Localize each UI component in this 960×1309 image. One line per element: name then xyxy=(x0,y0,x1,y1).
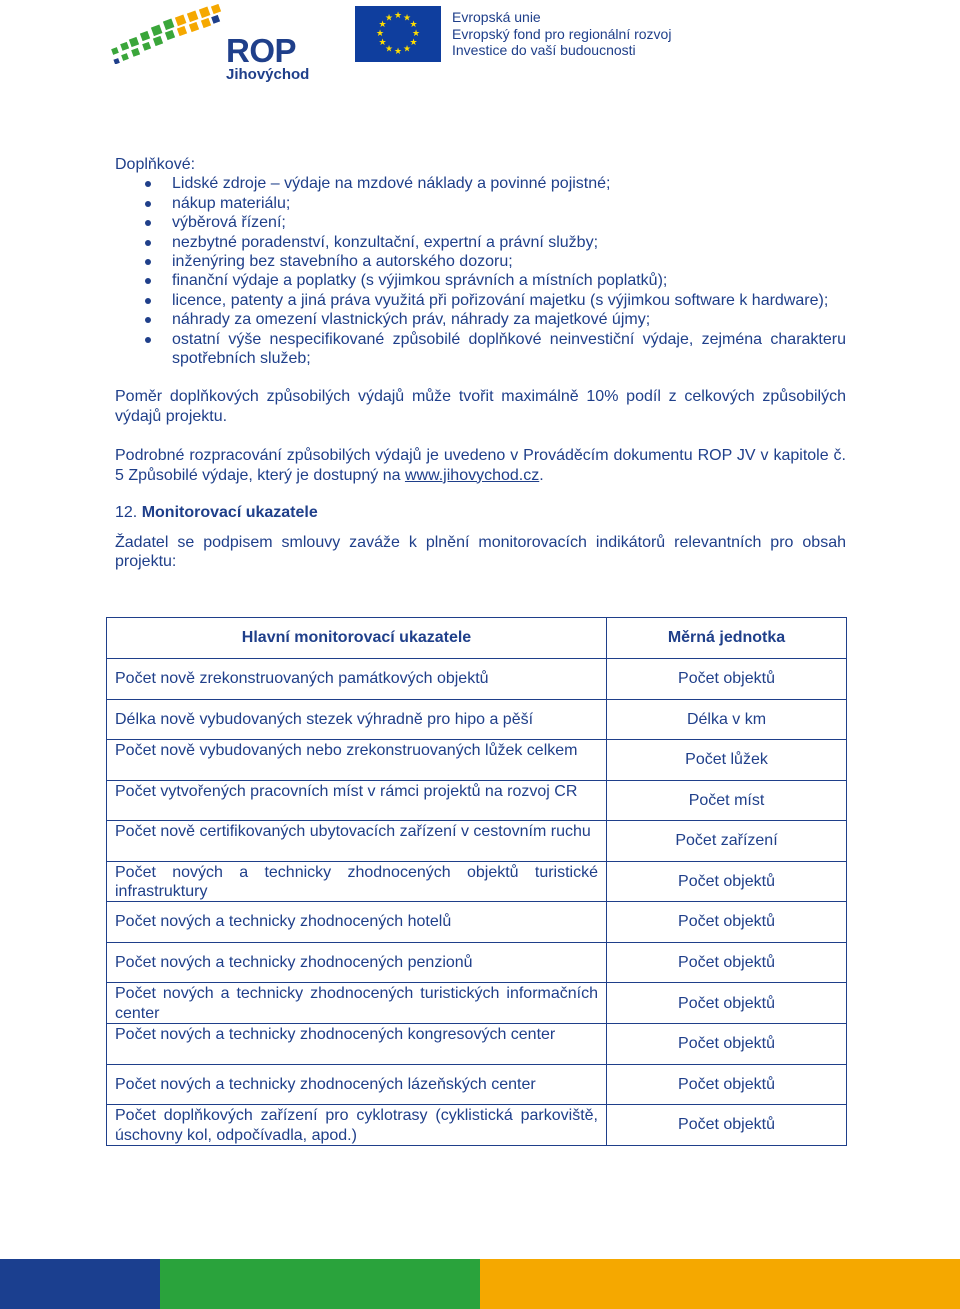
indicator-name: Počet nově vybudovaných nebo zrekonstruovaných lůžek celkem xyxy=(107,740,607,781)
footer-bar-blue xyxy=(0,1259,160,1309)
table-row xyxy=(107,821,847,862)
table-row xyxy=(107,740,847,781)
svg-text:★: ★ xyxy=(378,20,387,30)
svg-text:★: ★ xyxy=(384,13,394,24)
indicator-unit: Počet objektů xyxy=(607,861,847,902)
rop-swoosh-icon xyxy=(108,4,228,64)
footer-color-bar xyxy=(0,1259,960,1309)
indicator-name: Počet nových a technicky zhodnocených kongresových center xyxy=(107,1024,607,1065)
indicator-unit: Počet objektů xyxy=(607,1105,847,1146)
eu-flag-icon xyxy=(355,6,441,62)
list-item: Lidské zdroje – výdaje na mzdové náklady a povinné pojistné; xyxy=(115,174,846,193)
table-row xyxy=(107,902,847,943)
indicator-name: Počet vytvořených pracovních míst v rámci projektů na rozvoj CR xyxy=(107,780,607,821)
rop-subtitle: Jihovýchod xyxy=(226,66,310,83)
svg-text:★: ★ xyxy=(378,38,387,48)
rop-title: ROP xyxy=(226,32,297,69)
list-item: náhrady za omezení vlastnických práv, náhrady za majetkové újmy; xyxy=(115,310,846,329)
table-body xyxy=(107,659,847,1146)
eu-line: Investice do vaší budoucnosti xyxy=(452,42,636,58)
section-title: Monitorovací ukazatele xyxy=(141,504,318,522)
section-intro: Žadatel se podpisem smlouvy zaváže k plnění monitorovacích indikátorů relevantních pro obsah projektu: xyxy=(115,533,846,570)
table-row xyxy=(107,1064,847,1105)
jihovychod-link[interactable]: www.jihovychod.cz xyxy=(404,466,540,484)
page-header xyxy=(0,0,960,100)
indicator-name: Počet nově zrekonstruovaných památkových objektů xyxy=(107,659,607,700)
column-header-indicator: Hlavní monitorovací ukazatele xyxy=(107,618,607,659)
indicator-name: Počet nových a technicky zhodnocených lázeňských center xyxy=(107,1064,607,1105)
table-row xyxy=(107,942,847,983)
rop-logo xyxy=(108,4,318,84)
table-row xyxy=(107,861,847,902)
section-heading xyxy=(115,503,846,522)
list-item: nákup materiálu; xyxy=(115,194,846,213)
indicator-unit: Počet objektů xyxy=(607,902,847,943)
indicators-table xyxy=(106,617,847,1146)
svg-text:★: ★ xyxy=(409,20,418,30)
indicator-unit: Počet zařízení xyxy=(607,821,847,862)
svg-text:★: ★ xyxy=(375,29,385,39)
section-number: 12. xyxy=(115,504,138,522)
list-item: licence, patenty a jiná práva využitá při pořizování majetku (s výjimkou software k hardware); xyxy=(115,291,846,310)
eu-line: Evropská unie xyxy=(452,9,541,25)
indicator-name: Délka nově vybudovaných stezek výhradně pro hipo a pěší xyxy=(107,699,607,740)
indicator-unit: Počet lůžek xyxy=(607,740,847,781)
indicator-name: Počet nově certifikovaných ubytovacích zařízení v cestovním ruchu xyxy=(107,821,607,862)
svg-text:★: ★ xyxy=(402,44,412,55)
list-item: finanční výdaje a poplatky (s výjimkou správních a místních poplatků); xyxy=(115,271,846,290)
indicator-name: Počet doplňkových zařízení pro cyklotrasy (cyklistická parkoviště, úschovny kol, odpočívadla, apod.) xyxy=(107,1105,607,1146)
indicator-name: Počet nových a technicky zhodnocených penzionů xyxy=(107,942,607,983)
column-header-unit: Měrná jednotka xyxy=(607,618,847,659)
footer-bar-green xyxy=(160,1259,480,1309)
svg-text:★: ★ xyxy=(409,38,418,48)
table-row xyxy=(107,699,847,740)
indicator-name: Počet nových a technicky zhodnocených turistických informačních center xyxy=(107,983,607,1024)
indicator-name: Počet nových a technicky zhodnocených objektů turistické infrastruktury xyxy=(107,861,607,902)
table-row xyxy=(107,1105,847,1146)
svg-text:★: ★ xyxy=(393,11,403,21)
footer-bar-orange xyxy=(480,1259,960,1309)
list-item: inženýring bez stavebního a autorského dozoru; xyxy=(115,252,846,271)
supplementary-list xyxy=(115,174,846,368)
indicator-unit: Počet objektů xyxy=(607,1024,847,1065)
eu-text xyxy=(452,9,671,59)
detail-paragraph xyxy=(115,446,846,485)
table-header-row xyxy=(107,618,847,659)
detail-text-end: . xyxy=(539,466,544,484)
list-item: ostatní výše nespecifikované způsobilé doplňkové neinvestiční výdaje, zejména charakteru spotřebních služeb; xyxy=(115,330,846,369)
indicator-unit: Počet objektů xyxy=(607,659,847,700)
svg-text:★: ★ xyxy=(393,47,403,57)
list-item: výběrová řízení; xyxy=(115,213,846,232)
svg-text:★: ★ xyxy=(384,44,394,55)
indicator-unit: Počet míst xyxy=(607,780,847,821)
svg-text:★: ★ xyxy=(411,29,421,39)
table-row xyxy=(107,983,847,1024)
supplementary-heading: Doplňkové: xyxy=(115,156,196,173)
indicator-name: Počet nových a technicky zhodnocených hotelů xyxy=(107,902,607,943)
indicator-unit: Počet objektů xyxy=(607,983,847,1024)
table-row xyxy=(107,659,847,700)
indicator-unit: Délka v km xyxy=(607,699,847,740)
document-body xyxy=(115,155,846,571)
ratio-paragraph: Poměr doplňkových způsobilých výdajů může tvořit maximálně 10% podíl z celkových způsobilých výdajů projektu. xyxy=(115,388,846,425)
indicator-unit: Počet objektů xyxy=(607,942,847,983)
svg-text:★: ★ xyxy=(402,13,412,24)
table-row xyxy=(107,1024,847,1065)
eu-line: Evropský fond pro regionální rozvoj xyxy=(452,25,672,42)
detail-text: Podrobné rozpracování způsobilých výdajů je uvedeno v Prováděcím dokumentu ROP JV v kapitole č. 5 Způsobilé výdaje, který je dostupný na xyxy=(115,447,846,484)
list-item: nezbytné poradenství, konzultační, expertní a právní služby; xyxy=(115,233,846,252)
table-row xyxy=(107,780,847,821)
indicator-unit: Počet objektů xyxy=(607,1064,847,1105)
